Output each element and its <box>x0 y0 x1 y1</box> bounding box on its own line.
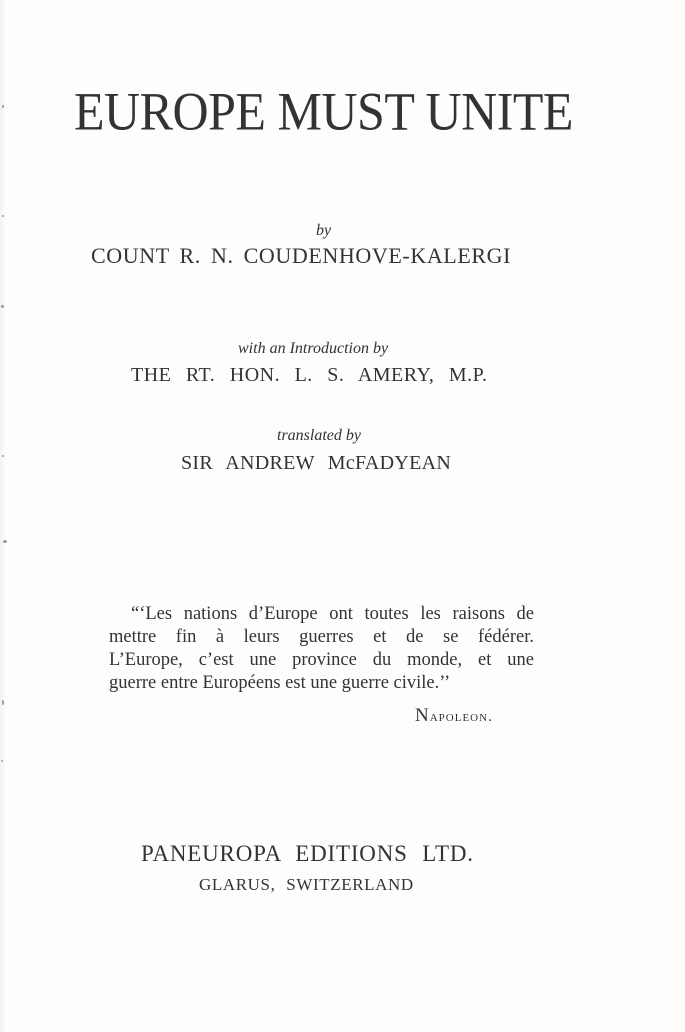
book-title: EUROPE MUST UNITE <box>74 81 573 142</box>
introduction-author: THE RT. HON. L. S. AMERY, M.P. <box>131 364 488 386</box>
scan-speck <box>1 760 3 762</box>
attribution-rest: apoleon. <box>429 709 493 725</box>
translator-label: translated by <box>277 427 361 444</box>
attribution-initial: N <box>415 705 430 726</box>
scan-speck <box>2 700 4 705</box>
page-gutter-shadow <box>0 0 6 1032</box>
introduction-label: with an Introduction by <box>238 340 389 357</box>
epigraph-line: “‘Les nations d’Europe ont toutes les raisons de <box>131 604 534 624</box>
scan-speck <box>3 540 7 543</box>
scan-speck <box>1 305 4 308</box>
scan-speck <box>2 215 4 217</box>
epigraph-attribution <box>415 705 493 727</box>
author-name: COUNT R. N. COUDENHOVE-KALERGI <box>91 243 512 268</box>
epigraph-line: mettre fin à leurs guerres et de se fédérer. <box>109 627 534 647</box>
scan-speck <box>2 455 4 457</box>
epigraph-quote <box>109 603 534 695</box>
publisher-name: PANEUROPA EDITIONS LTD. <box>141 841 474 866</box>
epigraph-line: L’Europe, c’est une province du monde, et une <box>109 650 534 670</box>
epigraph-line: guerre entre Européens est une guerre civile.’’ <box>109 673 451 693</box>
translator-name: SIR ANDREW McFADYEAN <box>181 452 452 474</box>
author-by-label: by <box>316 222 332 239</box>
publisher-location: GLARUS, SWITZERLAND <box>199 875 414 894</box>
scan-speck <box>2 105 4 108</box>
